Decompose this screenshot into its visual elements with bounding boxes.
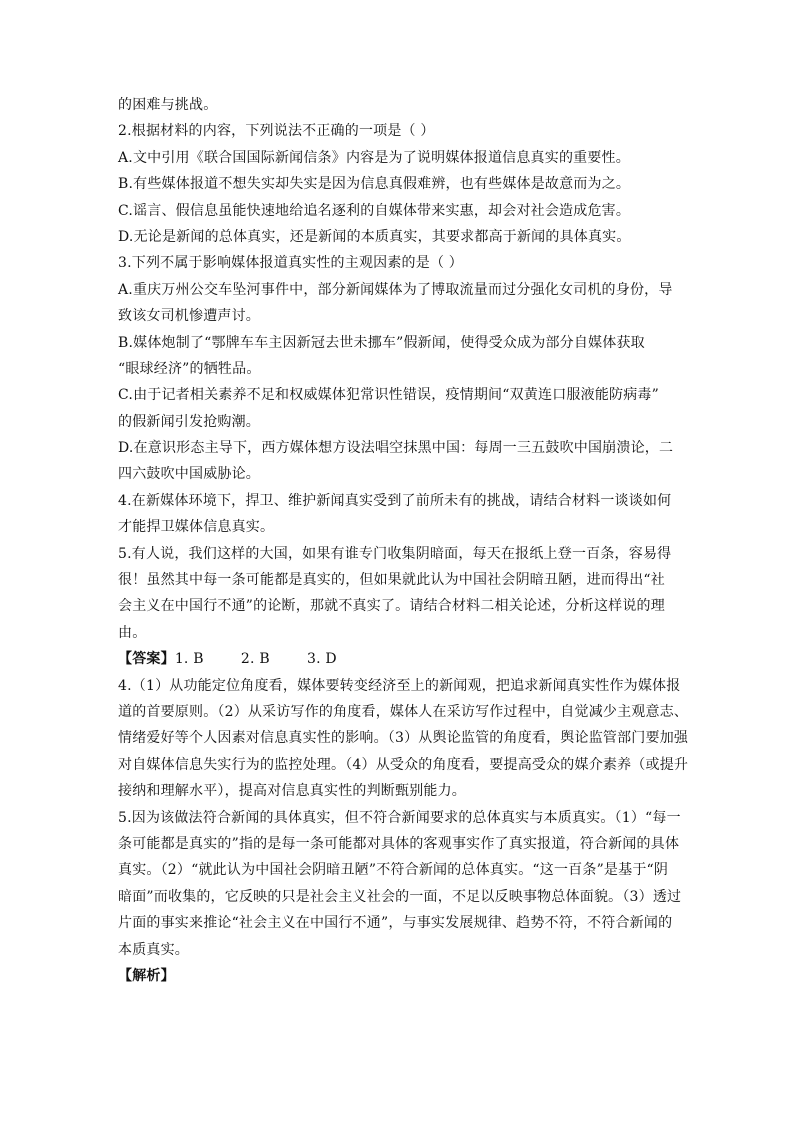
- answer-4-text: 道的首要原则。（2）从采访写作的角度看，媒体人在采访写作过程中，自觉减少主观意志、: [118, 703, 689, 720]
- answer-5-text: 5.因为该做法符合新闻的具体真实，但不符合新闻要求的总体真实与本质真实。（1）“每一: [118, 809, 681, 826]
- question-3-option-d-cont: 四六鼓吹中国威胁论。: [118, 466, 260, 483]
- answer-5-text: 真实。（2）“就此认为中国社会阴暗丑陋”不符合新闻的总体真实。“这一百条”是基于“阴: [118, 862, 669, 879]
- question-2-option-d: D.无论是新闻的总体真实，还是新闻的本质真实，其要求都高于新闻的具体真实。: [118, 228, 631, 245]
- answer-5-text: 暗面”而收集的，它反映的只是社会主义社会的一面，不足以反映事物总体面貌。（3）透过: [118, 888, 682, 905]
- question-5-stem-cont: 很！虽然其中每一条可能都是真实的，但如果就此认为中国社会阴暗丑陋，进而得出“社: [118, 572, 665, 589]
- question-3-option-d: D.在意识形态主导下，西方媒体想方设法唱空抹黑中国：每周一三五鼓吹中国崩溃论，二: [118, 440, 674, 457]
- answer-values: 1. B 2. B 3. D: [174, 651, 337, 668]
- answer-5-text: 片面的事实来推论“社会主义在中国行不通”，与事实发展规律、趋势不符，不符合新闻的: [118, 915, 673, 932]
- question-2-option-b: B.有些媒体报道不想失实却失实是因为信息真假难辨，也有些媒体是故意而为之。: [118, 176, 631, 193]
- answer-5-text: 本质真实。: [118, 941, 189, 958]
- question-2-option-c: C.谣言、假信息虽能快速地给追名逐利的自媒体带来实惠，却会对社会造成危害。: [118, 202, 631, 219]
- question-3-stem: 3.下列不属于影响媒体报道真实性的主观因素的是（ ）: [118, 255, 464, 272]
- question-5-stem-cont: 由。: [118, 624, 147, 641]
- answer-4-text: 对自媒体信息失实行为的监控处理。（4）从受众的角度看，要提高受众的媒介素养（或提升: [118, 756, 689, 773]
- analysis-label: 【解析】: [118, 967, 175, 984]
- question-3-option-c-cont: 的假新闻引发抢购潮。: [118, 413, 260, 430]
- question-3-option-b-cont: “眼球经济”的牺牲品。: [118, 360, 261, 377]
- document-body: [118, 92, 689, 989]
- text-line: 的困难与挑战。: [118, 97, 218, 113]
- answer-label: 【答案】: [118, 651, 175, 668]
- question-2-option-a: A.文中引用《联合国国际新闻信条》内容是为了说明媒体报道信息真实的重要性。: [118, 149, 630, 166]
- question-3-option-a: A.重庆万州公交车坠河事件中，部分新闻媒体为了博取流量而过分强化女司机的身份，导: [118, 281, 673, 298]
- answer-4-text: 情绪爱好等个人因素对信息真实性的影响。（3）从舆论监管的角度看，舆论监管部门要加强: [118, 730, 689, 747]
- question-3-option-c: C.由于记者相关素养不足和权威媒体犯常识性错误，疫情期间“双黄连口服液能防病毒”: [118, 387, 659, 404]
- question-5-stem: 5.有人说，我们这样的大国，如果有谁专门收集阴暗面，每天在报纸上登一百条，容易得: [118, 545, 672, 562]
- answer-4-text: 接纳和理解水平），提高对信息真实性的判断甄别能力。: [118, 783, 466, 800]
- question-3-option-a-cont: 致该女司机惨遭声讨。: [118, 308, 260, 325]
- question-2-stem: 2.根据材料的内容，下列说法不正确的一项是（ ）: [118, 123, 435, 140]
- question-4-stem-cont: 才能捍卫媒体信息真实。: [118, 519, 275, 536]
- answer-5-text: 条可能都是真实的”指的是每一条可能都对具体的客观事实作了真实报道，符合新闻的具体: [118, 835, 680, 852]
- question-4-stem: 4.在新媒体环境下，捍卫、维护新闻真实受到了前所未有的挑战，请结合材料一谈谈如何: [118, 492, 672, 509]
- question-5-stem-cont: 会主义在中国行不通”的论断，那就不真实了。请结合材料二相关论述，分析这样说的理: [118, 598, 665, 615]
- answer-line: [118, 646, 678, 672]
- answer-4-text: 4.（1）从功能定位角度看，媒体要转变经济至上的新闻观，把追求新闻真实性作为媒体报: [118, 677, 681, 694]
- question-3-option-b: B.媒体炮制了“鄂牌车车主因新冠去世未挪车”假新闻，使得受众成为部分自媒体获取: [118, 334, 645, 351]
